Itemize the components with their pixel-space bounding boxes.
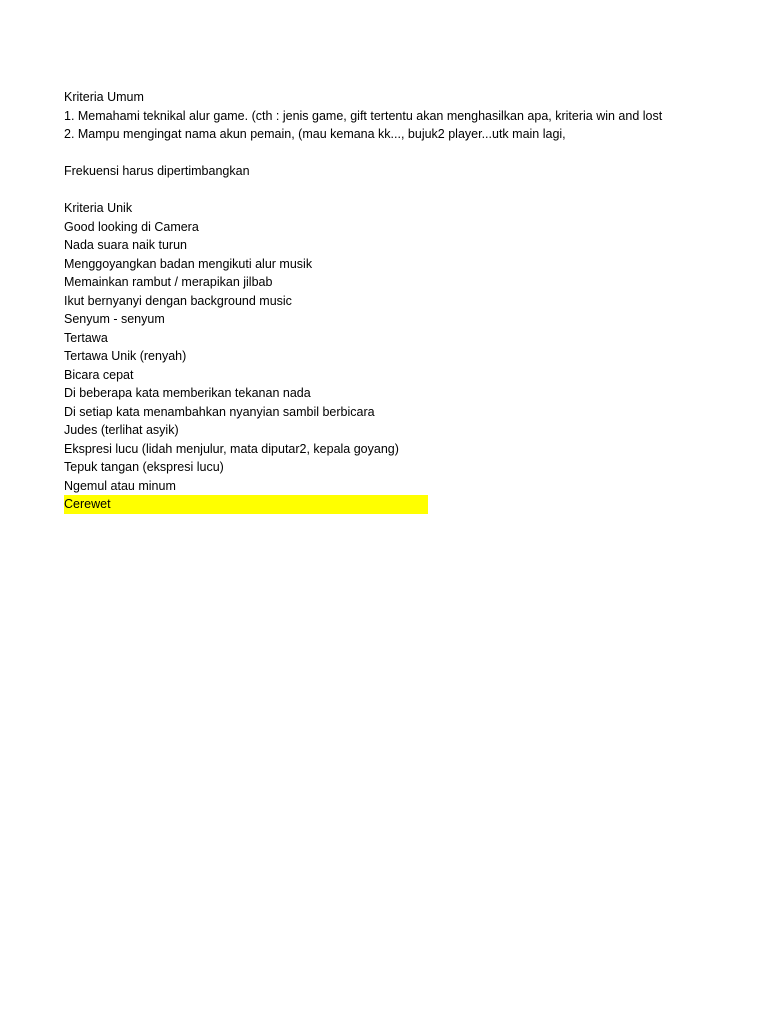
- general-criterion-2: 2. Mampu mengingat nama akun pemain, (mau kemana kk..., bujuk2 player...utk main lagi,: [64, 127, 566, 141]
- spreadsheet-content: [64, 88, 672, 514]
- unique-criterion: Ngemul atau minum: [64, 478, 176, 493]
- unique-criterion: Tepuk tangan (ekspresi lucu): [64, 460, 224, 474]
- highlighted-criterion: Cerewet: [64, 495, 428, 514]
- unique-criterion: Good looking di Camera: [64, 219, 199, 234]
- unique-criterion: Di beberapa kata memberikan tekanan nada: [64, 386, 311, 400]
- unique-criterion: Ekspresi lucu (lidah menjulur, mata diputar2, kepala goyang): [64, 441, 399, 456]
- empty-row: [64, 181, 672, 200]
- frequency-note: Frekuensi harus dipertimbangkan: [64, 164, 250, 178]
- unique-criterion: Tertawa Unik (renyah): [64, 349, 187, 363]
- empty-row: [64, 144, 672, 163]
- unique-criterion: Di setiap kata menambahkan nyanyian sambil berbicara: [64, 404, 375, 419]
- unique-criterion: Nada suara naik turun: [64, 238, 187, 252]
- unique-criterion: Memainkan rambut / merapikan jilbab: [64, 275, 273, 289]
- general-criterion-1: 1. Memahami teknikal alur game. (cth : jenis game, gift tertentu akan menghasilkan apa, kriteria win and lost: [64, 108, 663, 123]
- unique-criterion: Judes (terlihat asyik): [64, 423, 179, 437]
- unique-criterion: Tertawa: [64, 330, 108, 345]
- unique-criterion: Senyum - senyum: [64, 312, 165, 326]
- section-heading-general-criteria: Kriteria Umum: [64, 90, 144, 104]
- unique-criterion: Bicara cepat: [64, 367, 134, 382]
- unique-criterion: Menggoyangkan badan mengikuti alur musik: [64, 256, 313, 271]
- section-heading-unique-criteria: Kriteria Unik: [64, 201, 133, 215]
- unique-criterion: Ikut bernyanyi dengan background music: [64, 293, 292, 308]
